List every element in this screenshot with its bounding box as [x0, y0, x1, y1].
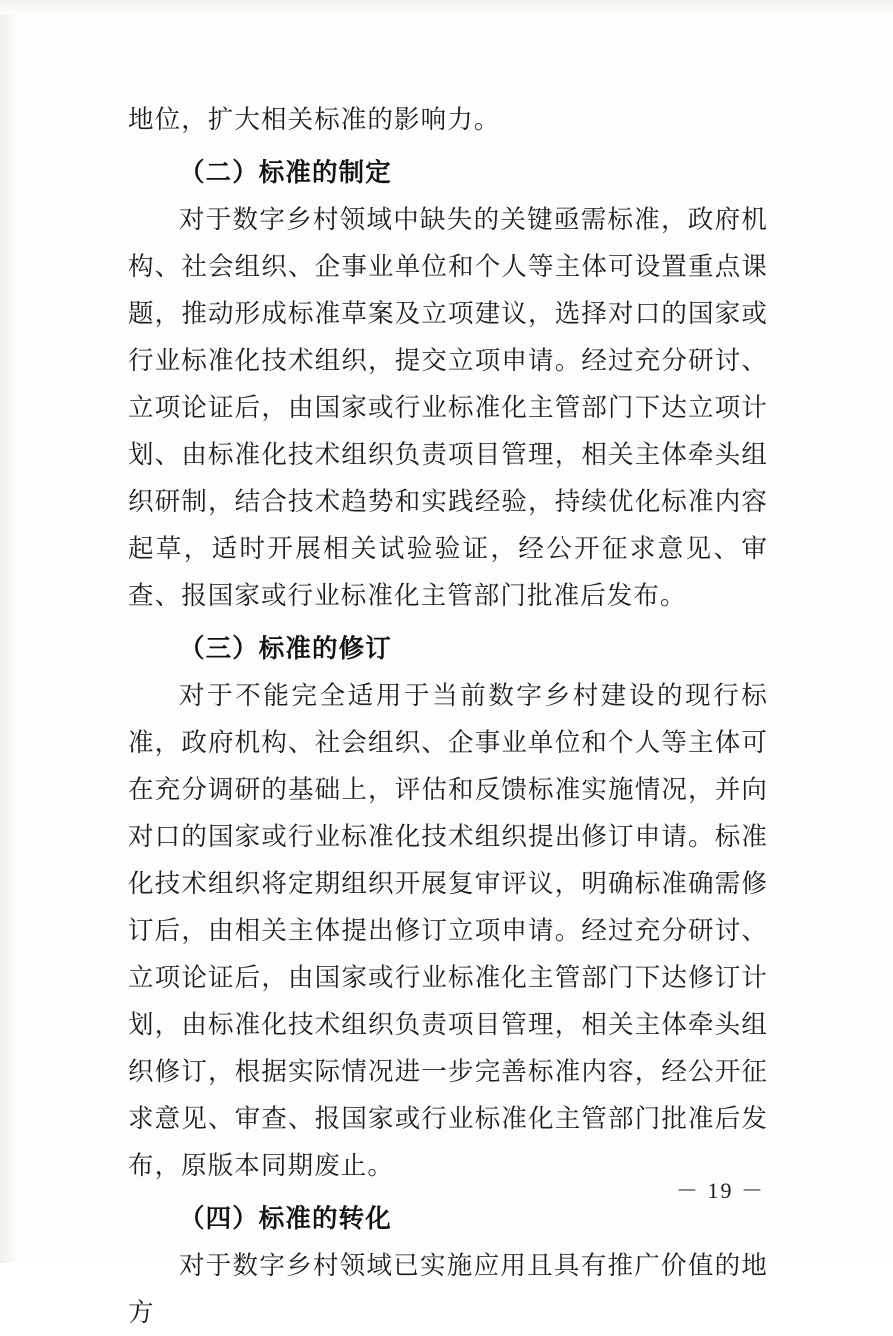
- paragraph-standard-conversion: 对于数字乡村领域已实施应用且具有推广价值的地方: [128, 1251, 768, 1327]
- paragraph-standard-formulation: 对于数字乡村领域中缺失的关键亟需标准，政府机构、社会组织、企事业单位和个人等主体可设置重点课题，推动形成标准草案及立项建议，选择对口的国家或行业标准化技术组织，提交立项申请。经过充分研讨、立项论证后，由国家或行业标准化主管部门下达立项计划、由标准化技术组织负责项目管理，相关主体牵头组织研制，结合技术趋势和实践经验，持续优化标准内容起草，适时开展相关试验验证，经公开征求意见、审查、报国家或行业标准化主管部门批准后发布。: [128, 205, 768, 610]
- paragraph-continuation: 地位，扩大相关标准的影响力。: [128, 105, 501, 134]
- paragraph-standard-revision: 对于不能完全适用于当前数字乡村建设的现行标准，政府机构、社会组织、企事业单位和个人等主体可在充分调研的基础上，评估和反馈标准实施情况，并向对口的国家或行业标准化技术组织提出修订申请。标准化技术组织将定期组织开展复审评议，明确标准确需修订后，由相关主体提出修订立项申请。经过充分研讨、立项论证后，由国家或行业标准化主管部门下达修订计划，由标准化技术组织负责项目管理，相关主体牵头组织修订，根据实际情况进一步完善标准内容，经公开征求意见、审查、报国家或行业标准化主管部门批准后发布，原版本同期废止。: [128, 681, 768, 1180]
- document-body: [128, 96, 768, 1336]
- page-edge-shadow-top: [0, 0, 893, 14]
- section-heading-2: （二）标准的制定: [179, 158, 392, 187]
- page-edge-shadow-left: [0, 0, 18, 1263]
- section-heading-4: （四）标准的转化: [179, 1204, 392, 1233]
- section-heading-3: （三）标准的修订: [179, 634, 392, 663]
- page-number: － 19 －: [675, 1178, 765, 1203]
